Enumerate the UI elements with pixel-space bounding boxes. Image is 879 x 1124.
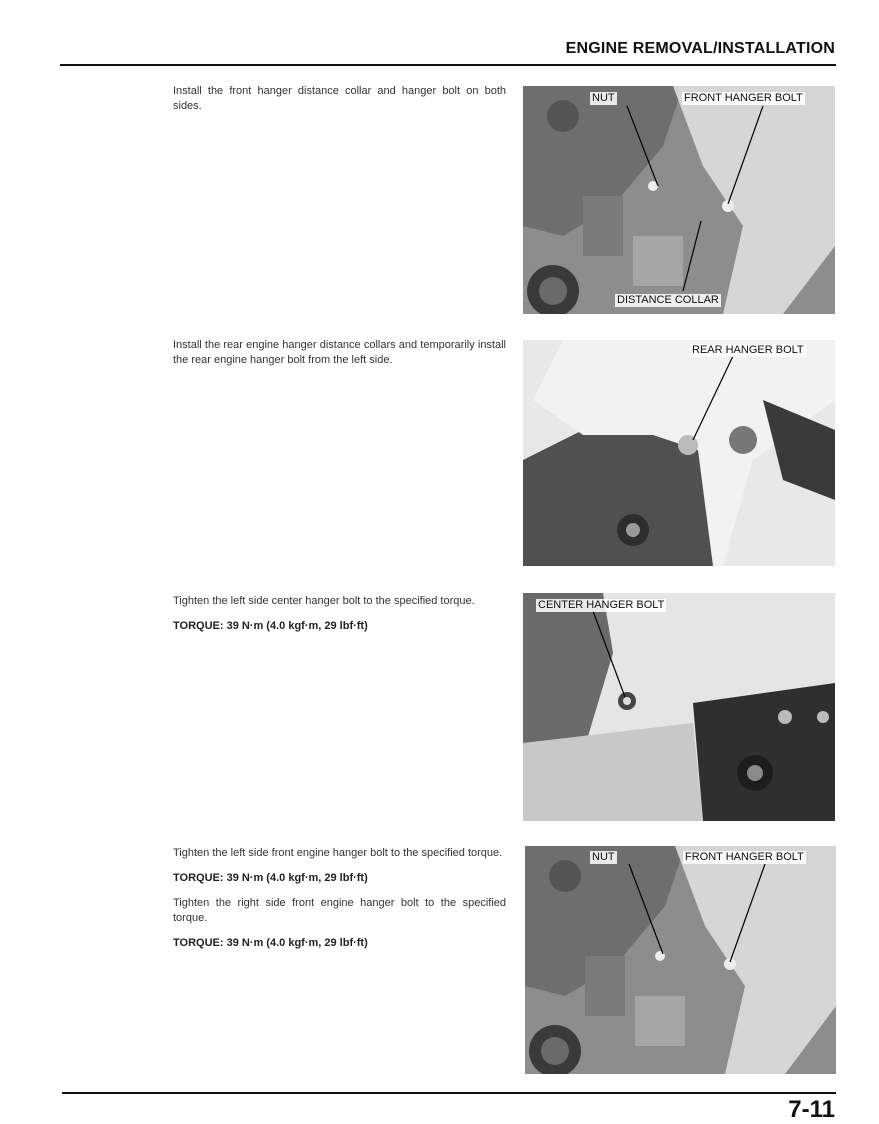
- paragraph: Tighten the left side center hanger bolt to the specified torque.: [173, 595, 475, 607]
- page-title: ENGINE REMOVAL/INSTALLATION: [565, 40, 835, 57]
- section-2-text: [173, 338, 506, 378]
- torque-spec: TORQUE: 39 N·m (4.0 kgf·m, 29 lbf·ft): [173, 937, 368, 949]
- section-4-text: [173, 846, 506, 961]
- engine-photo-1: [523, 86, 835, 314]
- figure-label: NUT: [592, 851, 615, 863]
- figure-label: FRONT HANGER BOLT: [684, 92, 803, 104]
- figure-label: CENTER HANGER BOLT: [538, 599, 665, 611]
- figure-label: DISTANCE COLLAR: [617, 294, 719, 306]
- header-rule: [60, 64, 836, 66]
- figure-label: FRONT HANGER BOLT: [685, 851, 804, 863]
- paragraph: Tighten the right side front engine hanger bolt to the specified torque.: [173, 897, 506, 924]
- engine-photo-3: [523, 593, 835, 821]
- figure-rear-hanger: [523, 340, 835, 566]
- paragraph: Tighten the left side front engine hanger bolt to the specified torque.: [173, 847, 503, 859]
- engine-photo-2: [523, 340, 835, 566]
- section-3-text: [173, 594, 506, 644]
- paragraph: Install the front hanger distance collar and hanger bolt on both sides.: [173, 85, 506, 112]
- torque-spec: TORQUE: 39 N·m (4.0 kgf·m, 29 lbf·ft): [173, 872, 368, 884]
- figure-label: NUT: [592, 92, 615, 104]
- torque-spec: TORQUE: 39 N·m (4.0 kgf·m, 29 lbf·ft): [173, 620, 368, 632]
- footer-rule: [62, 1092, 836, 1094]
- figure-front-hanger-tighten: [525, 846, 836, 1074]
- figure-center-hanger: [523, 593, 835, 821]
- engine-photo-4: [525, 846, 836, 1074]
- page-number: 7-11: [788, 1096, 835, 1123]
- figure-label: REAR HANGER BOLT: [692, 344, 804, 356]
- paragraph: Install the rear engine hanger distance collars and temporarily install the rear engine hanger bolt from the left side.: [173, 339, 506, 366]
- figure-front-hanger: [523, 86, 835, 314]
- section-1-text: [173, 84, 506, 124]
